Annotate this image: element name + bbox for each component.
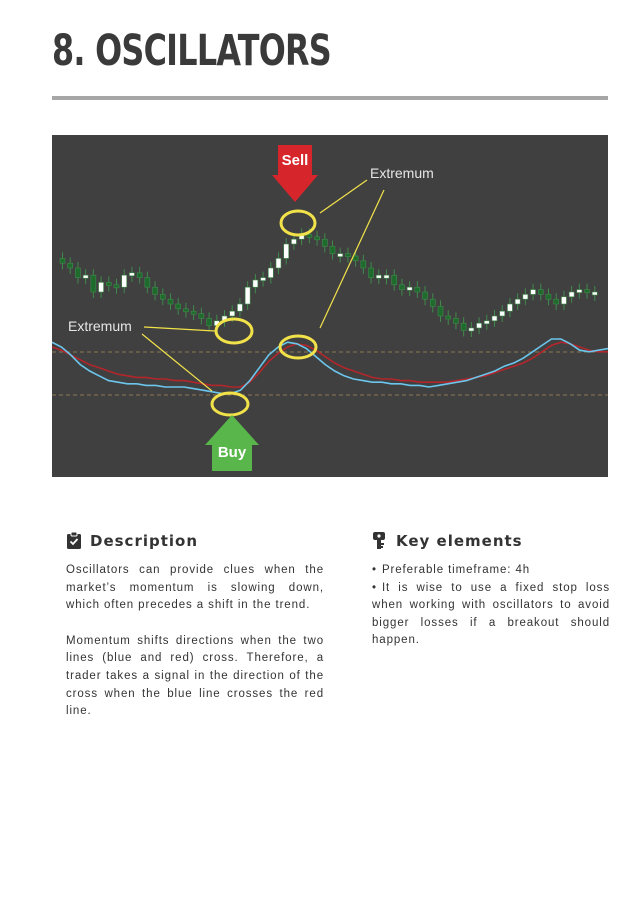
clipboard-check-icon	[66, 531, 84, 551]
list-item: • It is wise to use a fixed stop loss when working with oscillators to avoid bigger losses if a breakout should happen.	[372, 580, 610, 650]
candle-body	[330, 246, 335, 253]
candle-body	[446, 316, 451, 319]
key-elements-heading-text: Key elements	[396, 532, 523, 550]
candle-body	[523, 294, 528, 299]
candle-body	[237, 304, 242, 311]
candle-body	[137, 273, 142, 278]
candle-body	[500, 311, 505, 316]
candle-body	[430, 299, 435, 306]
candle-body	[546, 294, 551, 299]
candle-body	[484, 321, 489, 324]
candle-body	[276, 258, 281, 268]
candle-body	[376, 275, 381, 278]
candle-body	[284, 244, 289, 258]
description-paragraph: Oscillators can provide clues when the market’s momentum is slowing down, which often precedes a shift in the trend.	[66, 564, 324, 612]
candle-body	[261, 278, 266, 281]
candle-body	[176, 304, 181, 309]
candle-body	[423, 292, 428, 299]
candle-body	[507, 304, 512, 311]
candle-body	[469, 328, 474, 331]
candle-body	[83, 275, 88, 278]
candle-body	[91, 275, 96, 292]
candle-body	[361, 261, 366, 268]
candle-body	[106, 282, 111, 285]
candle-body	[68, 263, 73, 268]
candle-body	[399, 285, 404, 290]
candle-body	[114, 285, 119, 288]
candle-body	[592, 292, 597, 295]
buy-label: Buy	[217, 444, 247, 461]
extremum-label-top: Extremum	[370, 165, 434, 181]
candle-body	[75, 268, 80, 278]
key-elements-section	[372, 528, 610, 650]
list-item: • Preferable timeframe: 4h	[372, 562, 610, 580]
candle-body	[492, 316, 497, 321]
candle-body	[315, 237, 320, 240]
page-title: 8. OSCILLATORS	[52, 26, 331, 76]
candle-body	[407, 287, 412, 290]
description-section	[66, 528, 324, 739]
candle-body	[415, 287, 420, 292]
extremum-label-left: Extremum	[68, 318, 132, 334]
candle-body	[191, 311, 196, 314]
candle-body	[183, 309, 188, 312]
description-heading-text: Description	[90, 532, 199, 550]
candle-body	[230, 311, 235, 316]
candle-body	[384, 275, 389, 278]
candle-body	[538, 290, 543, 295]
candle-body	[129, 273, 134, 276]
sell-label: Sell	[281, 152, 309, 169]
candle-body	[369, 268, 374, 278]
title-divider	[52, 96, 608, 100]
candle-body	[99, 282, 104, 292]
candle-body	[145, 278, 150, 288]
candle-body	[160, 294, 165, 299]
candle-body	[353, 256, 358, 261]
candle-body	[291, 239, 296, 244]
candle-body	[153, 287, 158, 294]
key-icon	[372, 531, 390, 551]
candle-body	[438, 306, 443, 316]
candle-body	[245, 287, 250, 304]
oscillator-chart	[52, 135, 608, 477]
candle-body	[554, 299, 559, 304]
candle-body	[168, 299, 173, 304]
key-elements-heading	[372, 528, 610, 554]
key-elements-list	[372, 562, 610, 650]
chart-canvas	[52, 135, 608, 477]
candle-body	[585, 290, 590, 293]
candle-body	[531, 290, 536, 295]
candle-body	[477, 323, 482, 328]
candle-body	[461, 323, 466, 330]
candle-body	[345, 254, 350, 257]
candle-body	[122, 275, 127, 287]
candle-body	[569, 292, 574, 297]
candle-body	[561, 297, 566, 304]
candle-body	[453, 318, 458, 323]
candle-body	[307, 234, 312, 237]
candle-body	[392, 275, 397, 285]
candle-body	[253, 280, 258, 287]
candle-body	[577, 290, 582, 293]
candle-body	[268, 268, 273, 278]
candle-body	[515, 299, 520, 304]
candle-body	[60, 258, 65, 263]
candle-body	[207, 318, 212, 325]
description-paragraph: Momentum shifts directions when the two lines (blue and red) cross. Therefore, a trader takes a signal in the direction of the cross when the blue line crosses the red line.	[66, 634, 324, 718]
candle-body	[322, 239, 327, 246]
candle-body	[338, 254, 343, 257]
description-heading	[66, 528, 324, 554]
candle-body	[199, 314, 204, 319]
